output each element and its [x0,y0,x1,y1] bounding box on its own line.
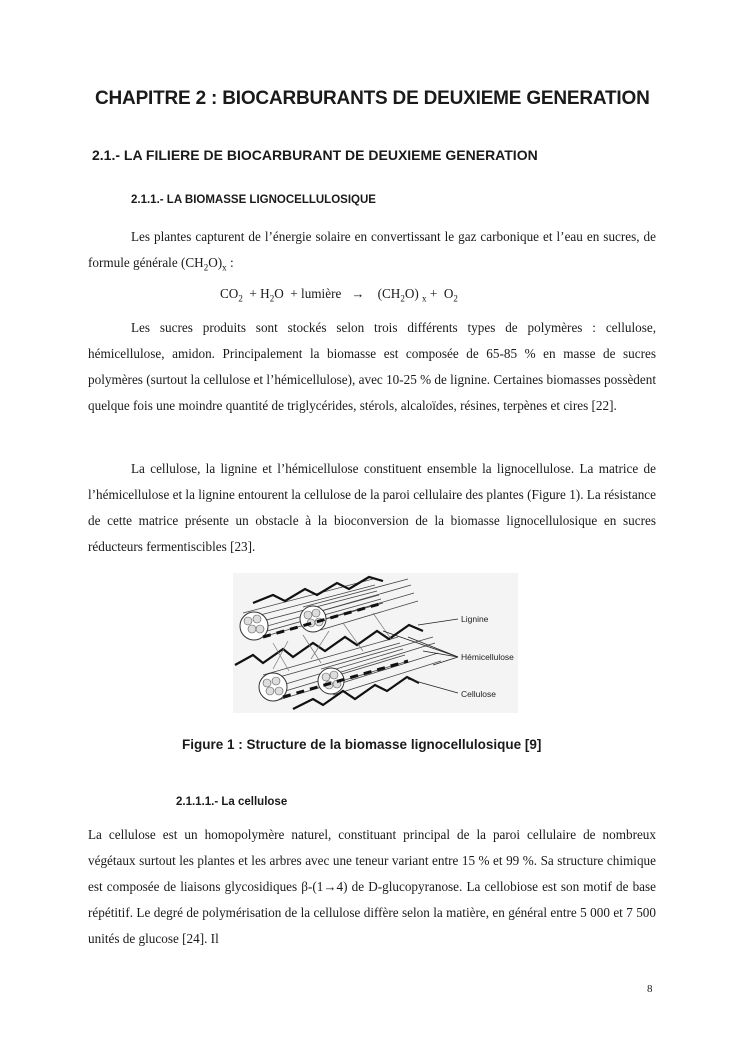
figure-caption: Figure 1 : Structure de la biomasse lignocellulosique [9] [182,737,542,752]
arrow-icon: → [351,286,365,301]
label-lignine: Lignine [461,614,489,624]
paragraph-3: La cellulose, la lignine et l’hémicellulose constituent ensemble la lignocellulose. La matrice de l’hémicellulose et la lignine entourent la cellulose de la paroi cellulaire des plantes (Figure 1). La résistance de cette matrice présente un obstacle à la bioconversion de la biomasse lignocellulosique en sucres réducteurs fermentiscibles [23]. [88,461,656,554]
chapter-heading: CHAPITRE 2 : BIOCARBURANTS DE DEUXIEME GENERATION [95,88,650,109]
page-number: 8 [647,983,653,995]
paragraph-1: Les plantes capturent de l’énergie solaire en convertissant le gaz carbonique et l’eau en sucres, de formule générale $(CH_2O)_x$ : [88,229,656,273]
subsubsection-heading: 2.1.1.1.- La cellulose [176,796,288,808]
label-hemicellulose: Hémicellulose [461,652,514,662]
photosynthesis-equation: $CO_2 + H_2O$ + lumière → $(CH_2O) _x + O_2$ [220,286,458,304]
section-heading: 2.1.- LA FILIERE DE BIOCARBURANT DE DEUXIEME GENERATION [92,147,538,163]
label-cellulose: Cellulose [461,689,496,699]
subsection-heading: 2.1.1.- LA BIOMASSE LIGNOCELLULOSIQUE [131,194,376,206]
lignocellulose-figure [233,573,518,713]
lignocellulose-diagram [233,573,518,713]
paragraph-4: La cellulose est un homopolymère naturel, constituant principal de la paroi cellulaire de nombreux végétaux surtout les plantes et les arbres avec une teneur variant entre 15 % et 99 %. Sa structure chimique est composée de liaisons glycosidiques β-(1→4) de D-glucopyranose. La cellobiose est son motif de base répétitif. Le degré de polymérisation de la cellulose diffère selon la matière, en général entre 5 000 et 7 500 unités de glucose [24]. Il [88,827,656,946]
paragraph-2: Les sucres produits sont stockés selon trois différents types de polymères : cellulose, hémicellulose, amidon. Principalement la biomasse est composée de 65-85 % en masse de sucres polymères (surtout la cellulose et l’hémicellulose), avec 10-25 % de lignine. Certaines biomasses possèdent quelque fois une moindre quantité de triglycérides, stérols, alcaloïdes, résines, terpènes et cires [22]. [88,320,657,413]
